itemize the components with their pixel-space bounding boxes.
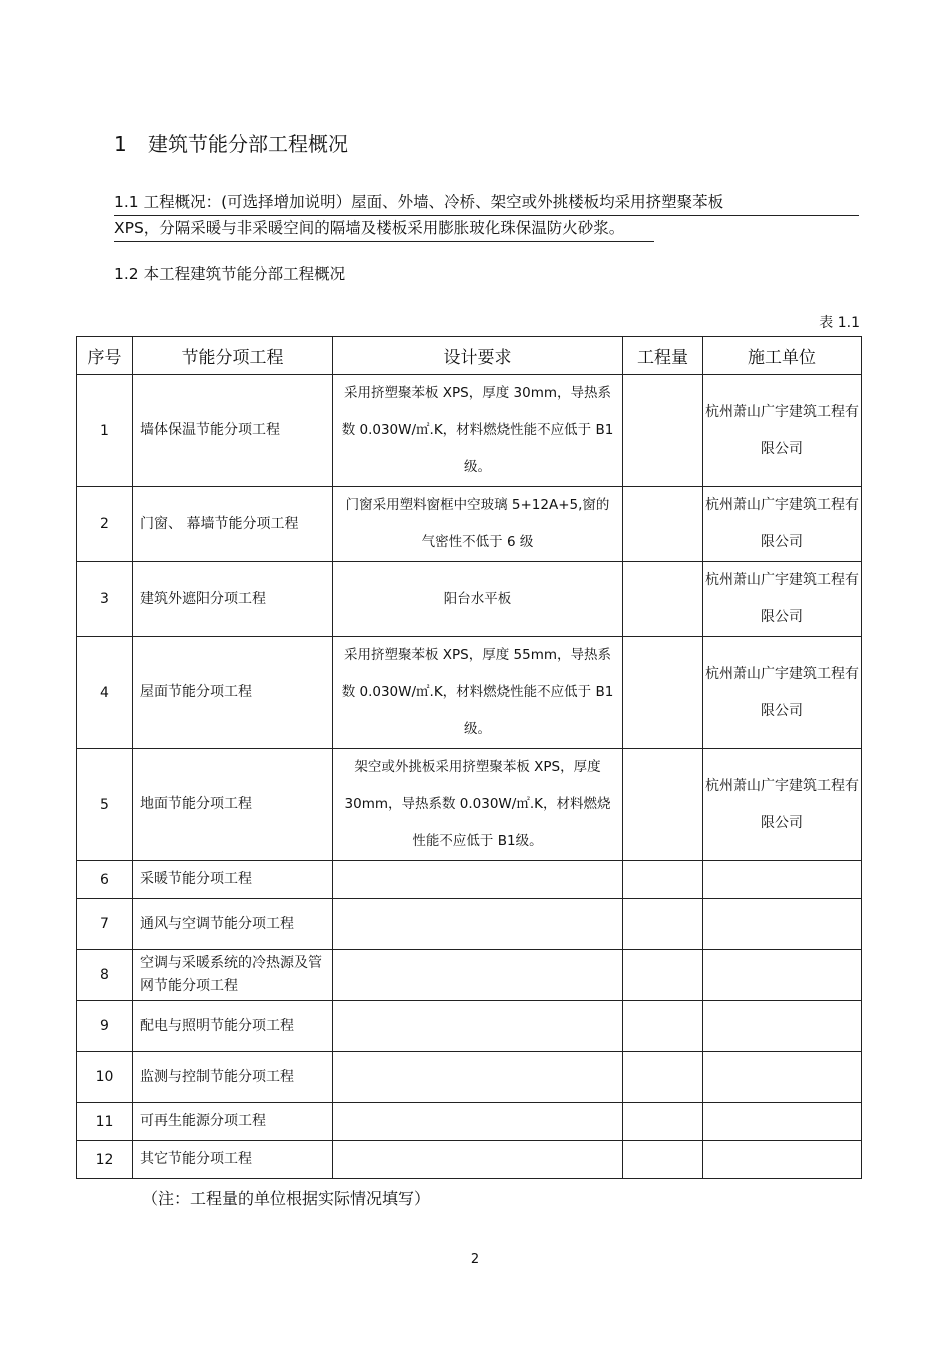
row-requirement (333, 1001, 623, 1052)
table-row (77, 749, 862, 861)
row-number: 9 (77, 1001, 133, 1052)
row-quantity (623, 1141, 703, 1179)
overview-line-2: XPS，分隔采暖与非采暖空间的隔墙及楼板采用膨胀玻化珠保温防火砂浆。 (114, 216, 654, 242)
row-quantity (623, 1052, 703, 1103)
row-number: 8 (77, 950, 133, 1001)
row-requirement: 采用挤塑聚苯板 XPS，厚度 30mm，导热系数 0.030W/㎡.K，材料燃烧性能不应低于 B1级。 (333, 375, 623, 487)
row-requirement (333, 950, 623, 1001)
row-quantity (623, 861, 703, 899)
row-contractor (703, 899, 862, 950)
energy-saving-table (76, 336, 862, 1179)
table-row (77, 899, 862, 950)
table-row (77, 950, 862, 1001)
table-note: （注：工程量的单位根据实际情况填写） (142, 1189, 431, 1208)
row-item-name: 建筑外遮阳分项工程 (133, 562, 333, 637)
row-number: 11 (77, 1103, 133, 1141)
row-requirement (333, 1103, 623, 1141)
row-quantity (623, 487, 703, 562)
row-quantity (623, 899, 703, 950)
row-contractor: 杭州萧山广宇建筑工程有限公司 (703, 487, 862, 562)
row-contractor: 杭州萧山广宇建筑工程有限公司 (703, 749, 862, 861)
table-row (77, 1001, 862, 1052)
row-contractor (703, 950, 862, 1001)
row-quantity (623, 637, 703, 749)
section-heading (114, 128, 348, 157)
row-item-name: 可再生能源分项工程 (133, 1103, 333, 1141)
header-no: 序号 (77, 337, 133, 375)
table-row (77, 861, 862, 899)
row-contractor (703, 1141, 862, 1179)
row-item-name: 通风与空调节能分项工程 (133, 899, 333, 950)
row-number: 5 (77, 749, 133, 861)
row-requirement: 门窗采用塑料窗框中空玻璃 5+12A+5,窗的气密性不低于 6 级 (333, 487, 623, 562)
header-requirement: 设计要求 (333, 337, 623, 375)
row-item-name: 门窗、 幕墙节能分项工程 (133, 487, 333, 562)
row-contractor (703, 1001, 862, 1052)
header-contractor: 施工单位 (703, 337, 862, 375)
row-item-name: 监测与控制节能分项工程 (133, 1052, 333, 1103)
row-requirement (333, 861, 623, 899)
row-quantity (623, 375, 703, 487)
row-number: 3 (77, 562, 133, 637)
header-quantity: 工程量 (623, 337, 703, 375)
table-row (77, 1052, 862, 1103)
header-name: 节能分项工程 (133, 337, 333, 375)
row-number: 7 (77, 899, 133, 950)
page-number: 2 (470, 1252, 480, 1267)
row-quantity (623, 1103, 703, 1141)
row-item-name: 采暖节能分项工程 (133, 861, 333, 899)
row-item-name: 配电与照明节能分项工程 (133, 1001, 333, 1052)
table-row (77, 487, 862, 562)
row-contractor (703, 1103, 862, 1141)
row-item-name: 地面节能分项工程 (133, 749, 333, 861)
row-contractor: 杭州萧山广宇建筑工程有限公司 (703, 375, 862, 487)
row-quantity (623, 749, 703, 861)
section-title: 建筑节能分部工程概况 (148, 132, 348, 156)
row-requirement: 架空或外挑板采用挤塑聚苯板 XPS，厚度 30mm，导热系数 0.030W/㎡.K，材料燃烧性能不应低于 B1级。 (333, 749, 623, 861)
row-number: 1 (77, 375, 133, 487)
row-number: 12 (77, 1141, 133, 1179)
overview-line-1: 1.1 工程概况：(可选择增加说明）屋面、外墙、冷桥、架空或外挑楼板均采用挤塑聚苯板 (114, 190, 859, 216)
row-number: 6 (77, 861, 133, 899)
table-row (77, 637, 862, 749)
row-contractor: 杭州萧山广宇建筑工程有限公司 (703, 562, 862, 637)
table-header-row (77, 337, 862, 375)
table-row (77, 1103, 862, 1141)
row-number: 4 (77, 637, 133, 749)
row-requirement: 阳台水平板 (333, 562, 623, 637)
subsection-heading: 1.2 本工程建筑节能分部工程概况 (114, 265, 346, 283)
section-number: 1 (114, 132, 127, 156)
row-contractor (703, 1052, 862, 1103)
table-row (77, 1141, 862, 1179)
row-quantity (623, 562, 703, 637)
row-item-name: 空调与采暖系统的冷热源及管网节能分项工程 (133, 950, 333, 1001)
table-row (77, 562, 862, 637)
row-quantity (623, 950, 703, 1001)
row-requirement (333, 1052, 623, 1103)
row-quantity (623, 1001, 703, 1052)
row-item-name: 屋面节能分项工程 (133, 637, 333, 749)
row-item-name: 墙体保温节能分项工程 (133, 375, 333, 487)
row-requirement (333, 1141, 623, 1179)
row-requirement (333, 899, 623, 950)
overview-paragraph (114, 190, 859, 242)
row-item-name: 其它节能分项工程 (133, 1141, 333, 1179)
table-row (77, 375, 862, 487)
row-contractor: 杭州萧山广宇建筑工程有限公司 (703, 637, 862, 749)
row-number: 10 (77, 1052, 133, 1103)
row-requirement: 采用挤塑聚苯板 XPS，厚度 55mm，导热系数 0.030W/㎡.K，材料燃烧性能不应低于 B1级。 (333, 637, 623, 749)
row-contractor (703, 861, 862, 899)
table-caption: 表 1.1 (819, 315, 860, 331)
row-number: 2 (77, 487, 133, 562)
